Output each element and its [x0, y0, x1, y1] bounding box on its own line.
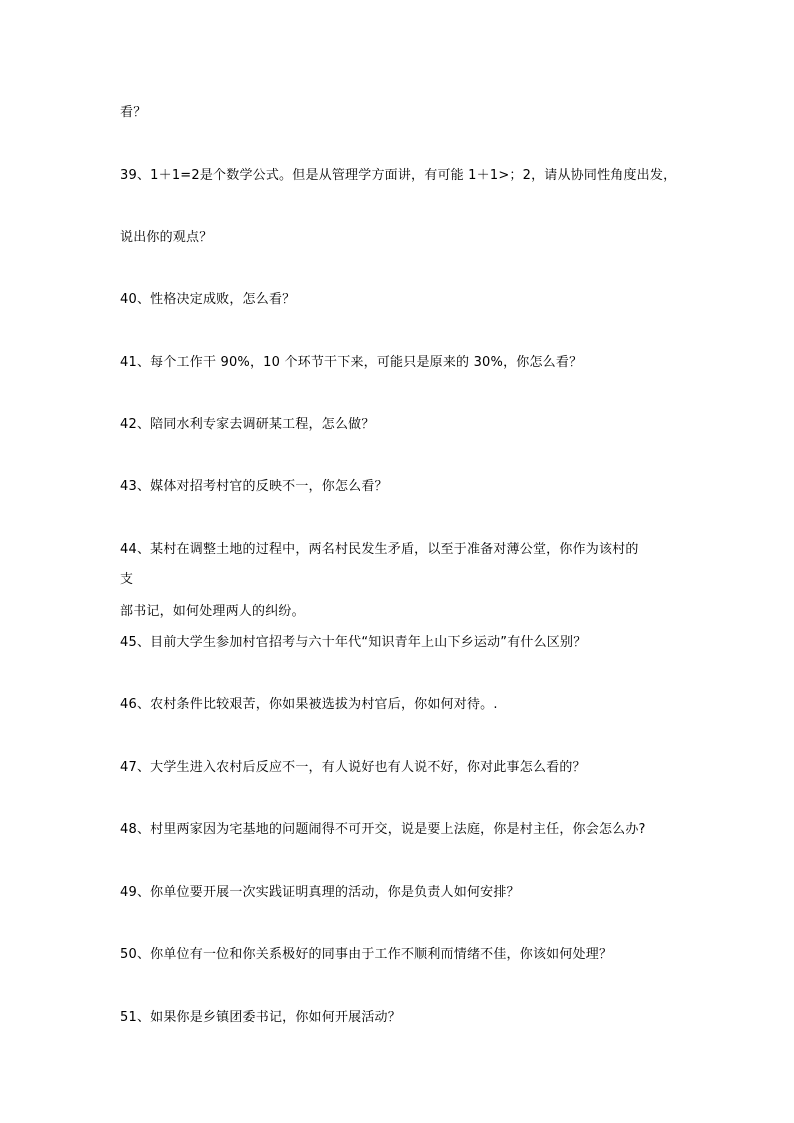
- question-40: 40、性格决定成败，怎么看？: [120, 292, 296, 307]
- question-43: 43、媒体对招考村官的反映不一，你怎么看？: [120, 479, 388, 494]
- question-42: 42、陪同水利专家去调研某工程，怎么做？: [120, 417, 375, 432]
- question-51: 51、如果你是乡镇团委书记，你如何开展活动？: [120, 1010, 401, 1025]
- question-47: 47、大学生进入农村后反应不一，有人说好也有人说不好，你对此事怎么看的？: [120, 760, 586, 775]
- question-46: 46、农村条件比较艰苦，你如果被选拔为村官后，你如何对待。.: [120, 697, 498, 712]
- question-50: 50、你单位有一位和你关系极好的同事由于工作不顺利而情绪不佳，你该如何处理？: [120, 947, 613, 962]
- question-44: 44、某村在调整土地的过程中，两名村民发生矛盾，以至于准备对薄公堂，你作为该村的: [120, 542, 639, 557]
- question-45: 45、目前大学生参加村官招考与六十年代“知识青年上山下乡运动”有什么区别？: [120, 635, 587, 650]
- question-39-continuation: 说出你的观点？: [120, 230, 213, 245]
- question-44-wrap: 支: [120, 572, 134, 587]
- question-49: 49、你单位要开展一次实践证明真理的活动，你是负责人如何安排？: [120, 885, 520, 900]
- question-41: 41、每个工作干 90%，10 个环节干下来，可能只是原来的 30%，你怎么看？: [120, 355, 583, 370]
- question-39: 39、1＋1=2是个数学公式。但是从管理学方面讲，有可能 1＋1>；2，请从协同性角度出发，: [120, 168, 677, 183]
- question-44-continuation: 部书记，如何处理两人的纠纷。: [120, 604, 305, 619]
- text-line-continuation: 看？: [120, 105, 147, 120]
- question-48: 48、村里两家因为宅基地的问题闹得不可开交，说是要上法庭，你是村主任，你会怎么办?: [120, 822, 646, 837]
